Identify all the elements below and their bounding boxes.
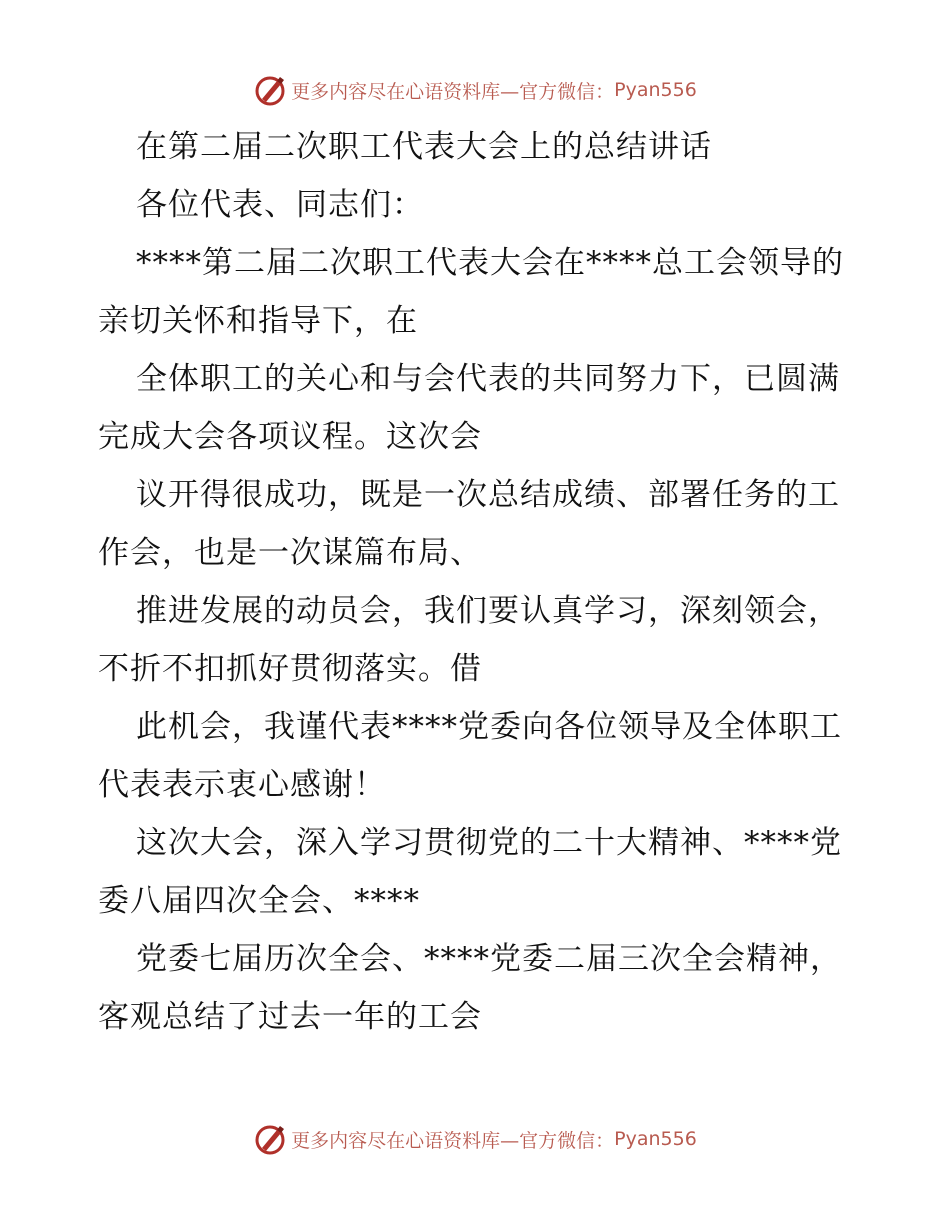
footer-banner	[0, 1119, 950, 1159]
pen-logo-icon	[253, 1122, 287, 1156]
paragraph-line: ****第二届二次职工代表大会在****总工会领导的亲切关怀和指导下，在	[98, 245, 844, 339]
paragraph-line: 党委七届历次全会、****党委二届三次全会精神，客观总结了过去一年的工会	[98, 941, 842, 1035]
document-body	[98, 118, 854, 1046]
paragraph-line: 全体职工的关心和与会代表的共同努力下，已圆满完成大会各项议程。这次会	[98, 361, 840, 455]
salutation: 各位代表、同志们：	[136, 187, 424, 223]
header-wechat-id: Pyan556	[614, 79, 697, 101]
paragraph-line: 这次大会，深入学习贯彻党的二十大精神、****党委八届四次全会、****	[98, 825, 842, 919]
pen-logo-icon	[253, 73, 287, 107]
header-banner	[0, 70, 950, 110]
footer-wechat-id: Pyan556	[614, 1128, 697, 1150]
header-banner-text: 更多内容尽在心语资料库—官方微信：	[291, 80, 615, 103]
paragraph-line: 议开得很成功，既是一次总结成绩、部署任务的工作会，也是一次谋篇布局、	[98, 477, 840, 571]
footer-banner-text: 更多内容尽在心语资料库—官方微信：	[291, 1129, 615, 1152]
paragraph-line: 推进发展的动员会，我们要认真学习，深刻领会，不折不扣抓好贯彻落实。借	[98, 593, 840, 687]
paragraph-line: 此机会，我谨代表****党委向各位领导及全体职工代表表示衷心感谢！	[98, 709, 842, 803]
document-title: 在第二届二次职工代表大会上的总结讲话	[136, 129, 712, 165]
